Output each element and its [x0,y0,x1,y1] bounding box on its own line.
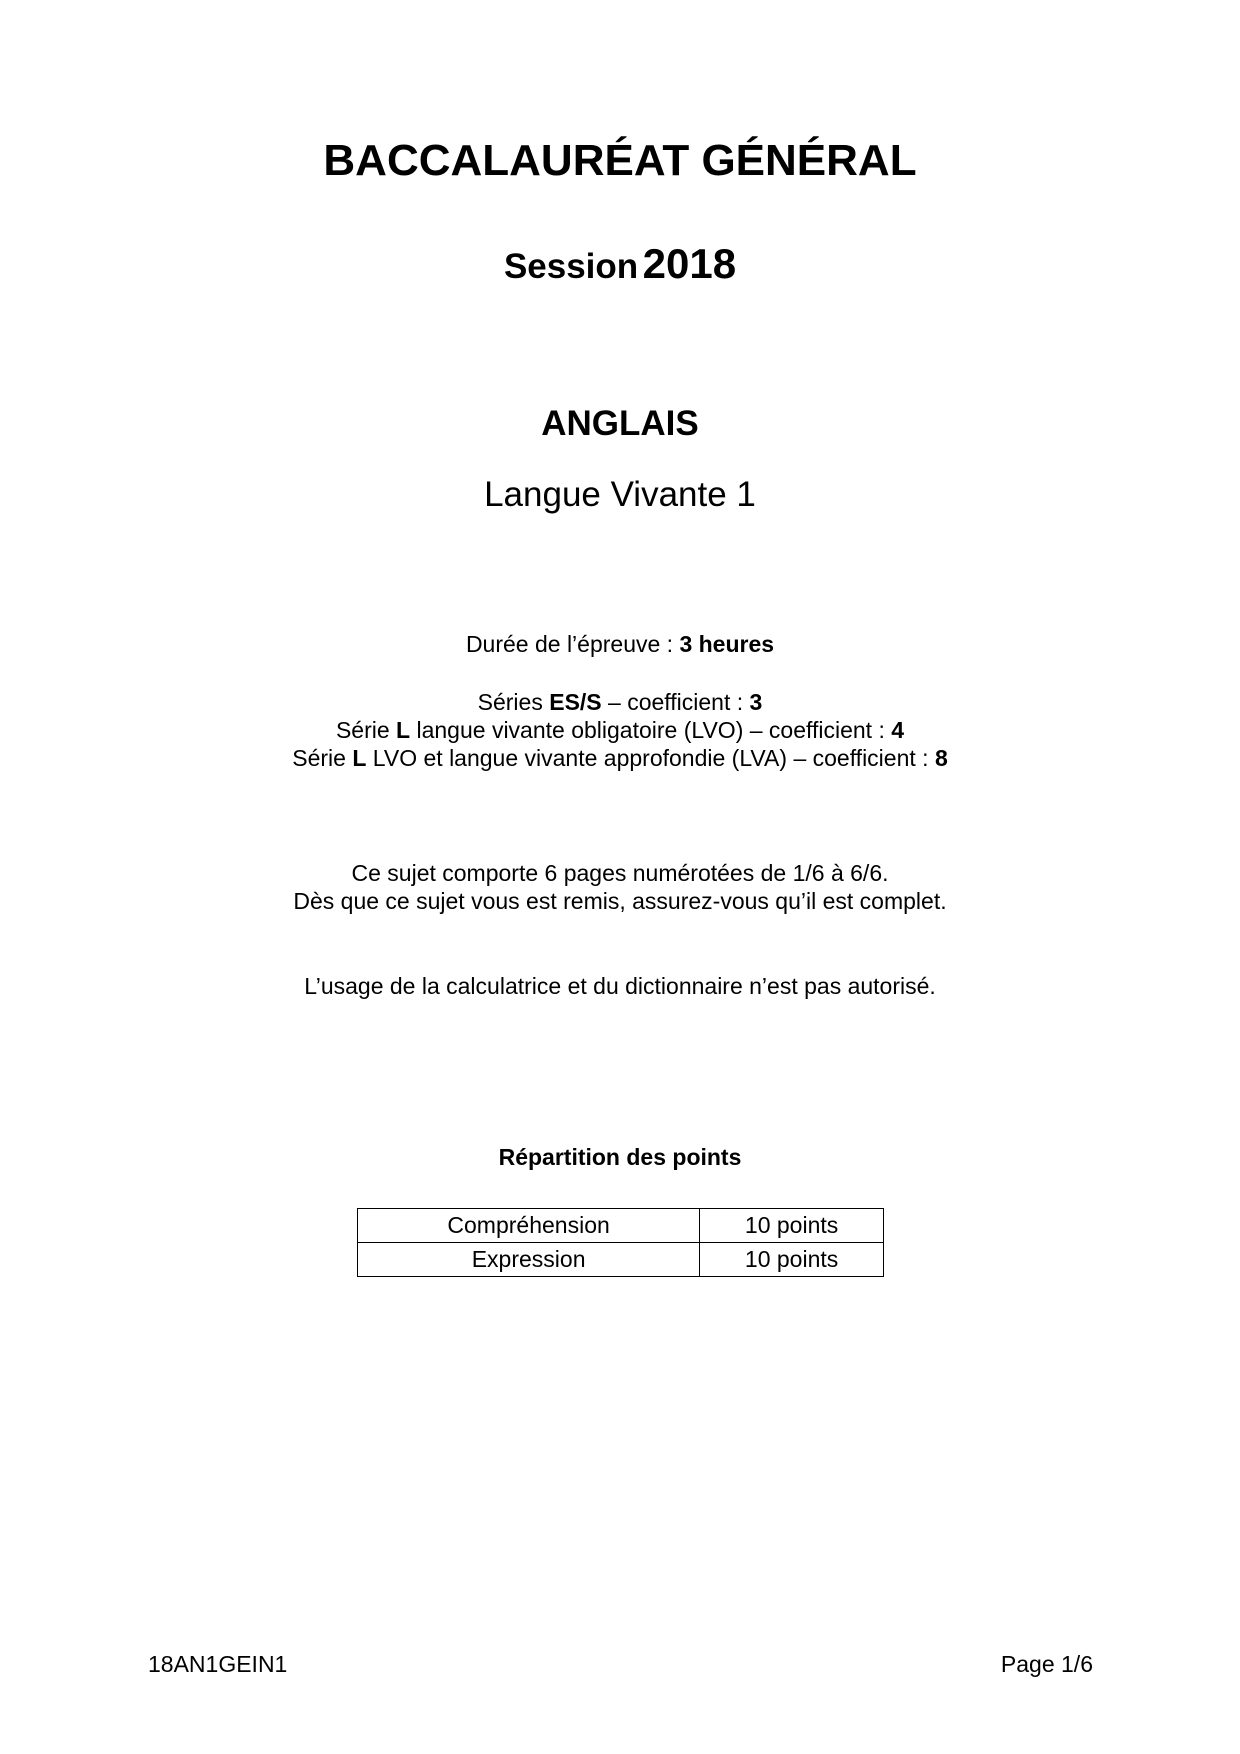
table-row [358,1243,884,1277]
session-line [0,240,1240,288]
series-coefficient: 4 [891,717,905,743]
duration-value: 3 heures [679,631,775,657]
points-table-title: Répartition des points [498,1144,742,1170]
duration-line [0,631,1240,657]
session-year: 2018 [642,240,737,287]
completeness-notice: Dès que ce sujet vous est remis, assurez-vous qu’il est complet. [293,888,947,914]
page-count-notice: Ce sujet comporte 6 pages numérotées de 1/6 à 6/6. [351,860,889,886]
session-label: Session [503,247,639,286]
series-coefficient: 3 [749,689,763,715]
usage-notice: L’usage de la calculatrice et du dictionnaire n’est pas autorisé. [304,973,936,999]
series-line [0,717,1240,743]
duration-prefix: Durée de l’épreuve : [465,631,680,657]
series-line [0,689,1240,715]
series-line [0,745,1240,771]
points-table [357,1208,884,1277]
section-cell: Expression [358,1243,700,1277]
subject-name: ANGLAIS [541,404,699,443]
points-cell: 10 points [700,1243,884,1277]
exam-code: 18AN1GEIN1 [148,1651,288,1677]
series-text: Série [335,717,397,743]
series-text: LVO et langue vivante approfondie (LVA) – coefficient : [366,745,935,771]
series-text: Séries [477,689,550,715]
subject-level: Langue Vivante 1 [484,475,756,514]
page-number: Page 1/6 [1000,1651,1093,1677]
series-text: langue vivante obligatoire (LVO) – coefficient : [410,717,892,743]
series-text: Série [292,745,353,771]
section-cell: Compréhension [358,1209,700,1243]
table-row [358,1209,884,1243]
series-text: – coefficient : [601,689,750,715]
points-cell: 10 points [700,1209,884,1243]
series-coefficient: 8 [934,745,948,771]
series-name: L [352,745,367,771]
series-name: ES/S [549,689,602,715]
exam-title: BACCALAURÉAT GÉNÉRAL [323,136,917,185]
series-name: L [396,717,411,743]
